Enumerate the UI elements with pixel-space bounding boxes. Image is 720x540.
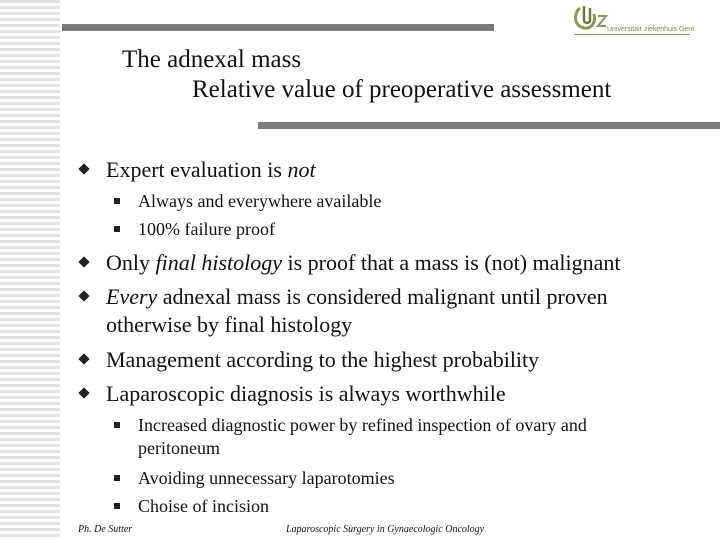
- title-divider-bar: [258, 122, 720, 129]
- bullet-laparoscopic: Laparoscopic diagnosis is always worthwhile: [106, 381, 506, 406]
- diamond-bullet-icon: [78, 290, 89, 301]
- square-bullet-icon: [114, 198, 120, 204]
- sub-bullet-avoiding-laparotomies: Avoiding unnecessary laparotomies: [138, 468, 395, 488]
- top-divider-bar: [62, 24, 494, 31]
- left-stripe-decoration: [0, 0, 60, 540]
- sub-bullet-failure-proof: 100% failure proof: [138, 219, 275, 239]
- bullet-every-mass-line2: otherwise by final histology: [106, 312, 353, 337]
- bullet-final-histology: Only final histology is proof that a mass is (not) malignant: [106, 250, 621, 275]
- diamond-bullet-icon: [78, 163, 89, 174]
- sub-bullet-available: Always and everywhere available: [138, 191, 382, 211]
- bullet-expert-evaluation: Expert evaluation is not: [106, 157, 316, 182]
- bullet-management: Management according to the highest probability: [106, 347, 540, 372]
- square-bullet-icon: [114, 422, 120, 428]
- diamond-bullet-icon: [78, 256, 89, 267]
- square-bullet-icon: [114, 503, 120, 509]
- square-bullet-icon: [114, 475, 120, 481]
- square-bullet-icon: [114, 226, 120, 232]
- sub-bullet-diagnostic-power-line2: peritoneum: [138, 438, 220, 458]
- sub-bullet-incision: Choise of incision: [138, 496, 269, 516]
- logo-underline: [574, 34, 690, 35]
- bullet-every-mass: Every adnexal mass is considered malignant until proven: [106, 284, 608, 309]
- slide-title-line2: Relative value of preoperative assessment: [192, 76, 612, 103]
- footer-author: Ph. De Sutter: [78, 524, 133, 535]
- logo-text: Universitair ziekenhuis Gent: [607, 26, 695, 33]
- diamond-bullet-icon: [78, 387, 89, 398]
- footer-course: Laparoscopic Surgery in Gynaecologic Oncology: [286, 524, 485, 535]
- slide-title-line1: The adnexal mass: [122, 46, 302, 73]
- diamond-bullet-icon: [78, 353, 89, 364]
- sub-bullet-diagnostic-power: Increased diagnostic power by refined inspection of ovary and: [138, 415, 587, 435]
